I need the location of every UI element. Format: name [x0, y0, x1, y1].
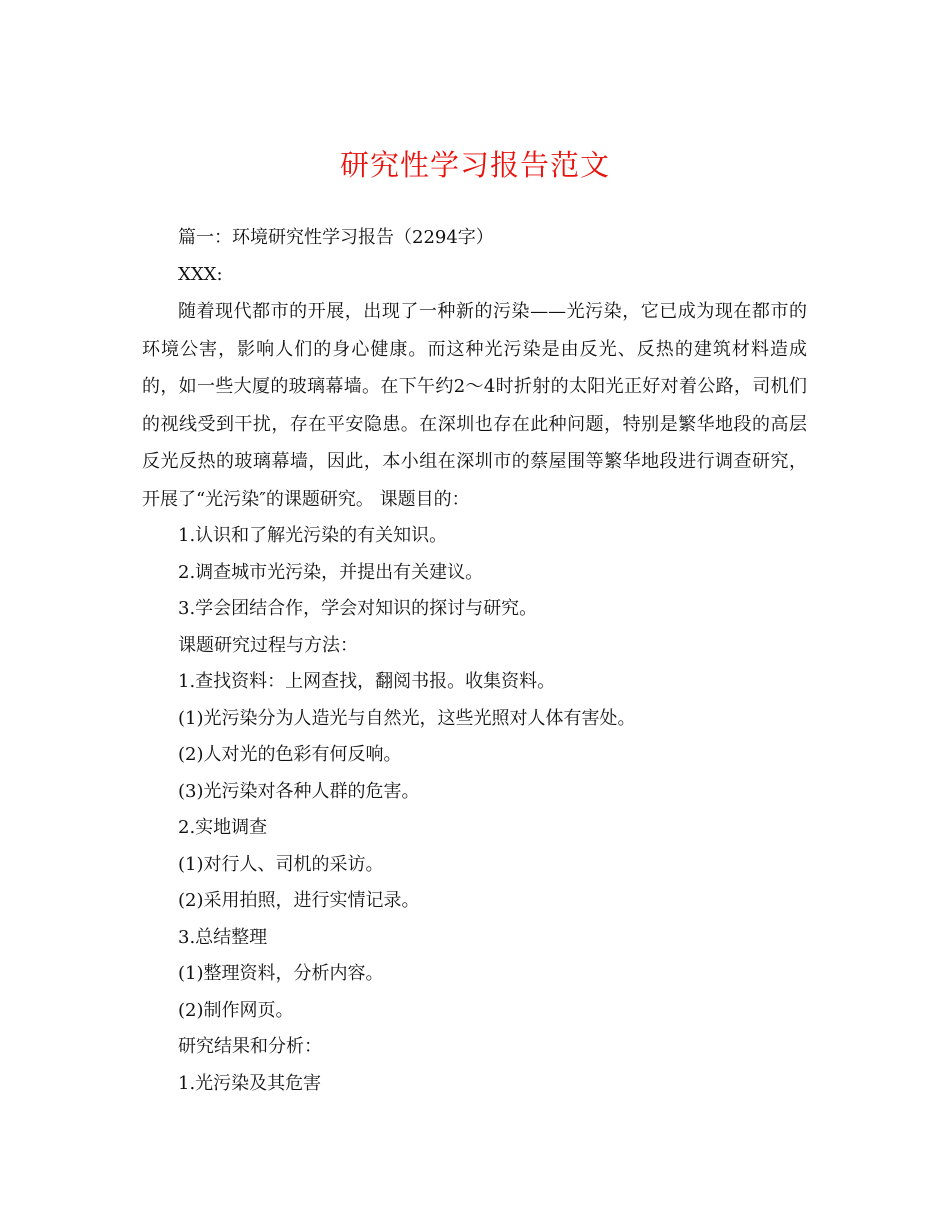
list-item: 3.总结整理	[178, 926, 268, 948]
list-item: (1)光污染分为人造光与自然光，这些光照对人体有害处。	[178, 707, 636, 729]
list-item: 1.光污染及其危害	[178, 1072, 322, 1094]
list-item: 3.学会团结合作，学会对知识的探讨与研究。	[178, 598, 538, 619]
section-heading: 篇一：环境研究性学习报告（2294字）	[178, 227, 494, 248]
list-item: (2)制作网页。	[178, 999, 294, 1021]
document-body	[142, 220, 807, 1102]
list-item: (1)对行人、司机的采访。	[178, 853, 384, 875]
list-item: 2.实地调查	[178, 817, 268, 838]
list-item: (3)光污染对各种人群的危害。	[178, 780, 420, 802]
subheading: 研究结果和分析：	[178, 1036, 322, 1057]
list-item: (2)人对光的色彩有何反响。	[178, 744, 402, 765]
list-item: 1.认识和了解光污染的有关知识。	[178, 525, 448, 546]
subheading: 课题研究过程与方法：	[178, 634, 358, 656]
list-item: (1)整理资料，分析内容。	[178, 963, 384, 984]
page-title: 研究性学习报告范文	[339, 148, 610, 182]
intro-paragraph: 随着现代都市的开展，出现了一种新的污染——光污染，它已成为现在都市的环境公害，影响人们的身心健康。而这种光污染是由反光、反热的建筑材料造成的，如一些大厦的玻璃幕墙。在下午约2～4时折射的太阳光正好对着公路，司机们的视线受到干扰，存在平安隐患。在深圳也存在此种问题，特别是繁华地段的高层反光反热的玻璃幕墙，因此，本小组在深圳市的蔡屋围等繁华地段进行调查研究，开展了“光污染″的课题研究。 课题目的：	[142, 301, 807, 510]
list-item: 1.查找资料：上网查找，翻阅书报。收集资料。	[178, 671, 556, 692]
salutation: XXX:	[178, 263, 223, 285]
list-item: (2)采用拍照，进行实情记录。	[178, 890, 420, 911]
list-item: 2.调查城市光污染，并提出有关建议。	[178, 561, 484, 583]
